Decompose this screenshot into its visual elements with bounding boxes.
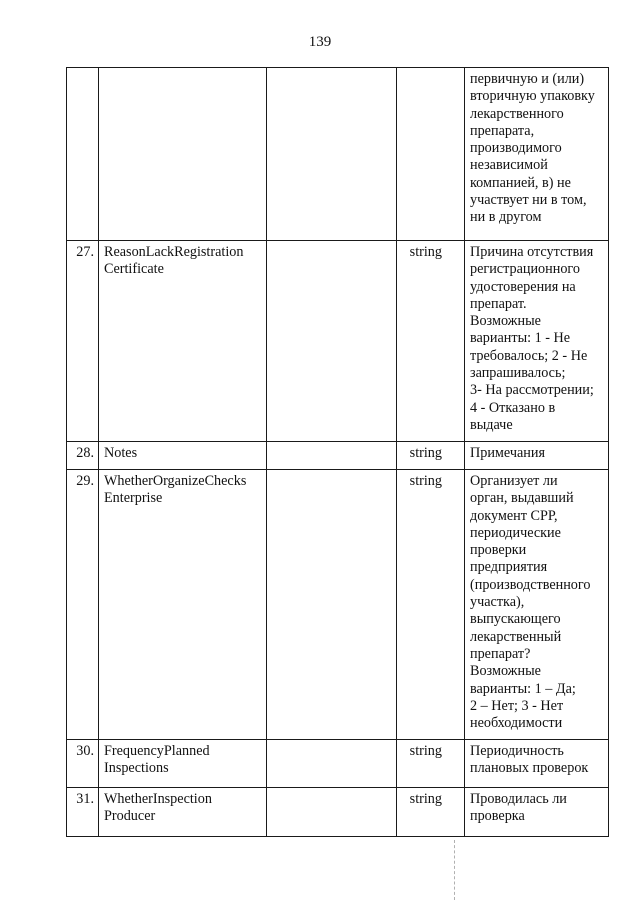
description-cell: Организует ли орган, выдавший документ СРР, периодические проверки предприятия (производственного участка), выпускающего лекарственный препарат? Возможные варианты: 1 – Да; 2 – Нет; 3 - Нет необходимости bbox=[465, 470, 609, 740]
type-cell: string bbox=[397, 241, 465, 442]
field-name-cell: Notes bbox=[99, 442, 267, 470]
row-number-cell: 31. bbox=[67, 788, 99, 837]
table-row bbox=[67, 241, 609, 442]
type-cell: string bbox=[397, 470, 465, 740]
field-name-cell: ReasonLackRegistration Certificate bbox=[99, 241, 267, 442]
field-name-cell bbox=[99, 68, 267, 241]
field-cell bbox=[267, 788, 397, 837]
table-row bbox=[67, 442, 609, 470]
field-cell bbox=[267, 68, 397, 241]
field-cell bbox=[267, 241, 397, 442]
field-cell bbox=[267, 740, 397, 788]
field-cell bbox=[267, 470, 397, 740]
row-number-cell: 27. bbox=[67, 241, 99, 442]
description-cell: Периодичность плановых проверок bbox=[465, 740, 609, 788]
table-row bbox=[67, 470, 609, 740]
field-name-cell: FrequencyPlanned Inspections bbox=[99, 740, 267, 788]
type-cell: string bbox=[397, 442, 465, 470]
description-cell: Причина отсутствия регистрационного удостоверения на препарат. Возможные варианты: 1 - Не требовалось; 2 - Не запрашивалось; 3- На рассмотрении; 4 - Отказано в выдаче bbox=[465, 241, 609, 442]
table-row bbox=[67, 740, 609, 788]
field-name-cell: WhetherOrganizeChecks Enterprise bbox=[99, 470, 267, 740]
row-number-cell: 30. bbox=[67, 740, 99, 788]
description-cell: первичную и (или) вторичную упаковку лекарственного препарата, производимого независимой компанией, в) не участвует ни в том, ни в другом bbox=[465, 68, 609, 241]
row-number-cell: 29. bbox=[67, 470, 99, 740]
table-row bbox=[67, 788, 609, 837]
type-cell: string bbox=[397, 740, 465, 788]
scan-artifact-line bbox=[454, 840, 456, 900]
table-row bbox=[67, 68, 609, 241]
type-cell: string bbox=[397, 788, 465, 837]
field-name-cell: WhetherInspection Producer bbox=[99, 788, 267, 837]
field-cell bbox=[267, 442, 397, 470]
description-cell: Примечания bbox=[465, 442, 609, 470]
type-cell bbox=[397, 68, 465, 241]
row-number-cell bbox=[67, 68, 99, 241]
page-number: 139 bbox=[308, 34, 332, 50]
description-cell: Проводилась ли проверка bbox=[465, 788, 609, 837]
row-number-cell: 28. bbox=[67, 442, 99, 470]
fields-table bbox=[66, 67, 609, 837]
